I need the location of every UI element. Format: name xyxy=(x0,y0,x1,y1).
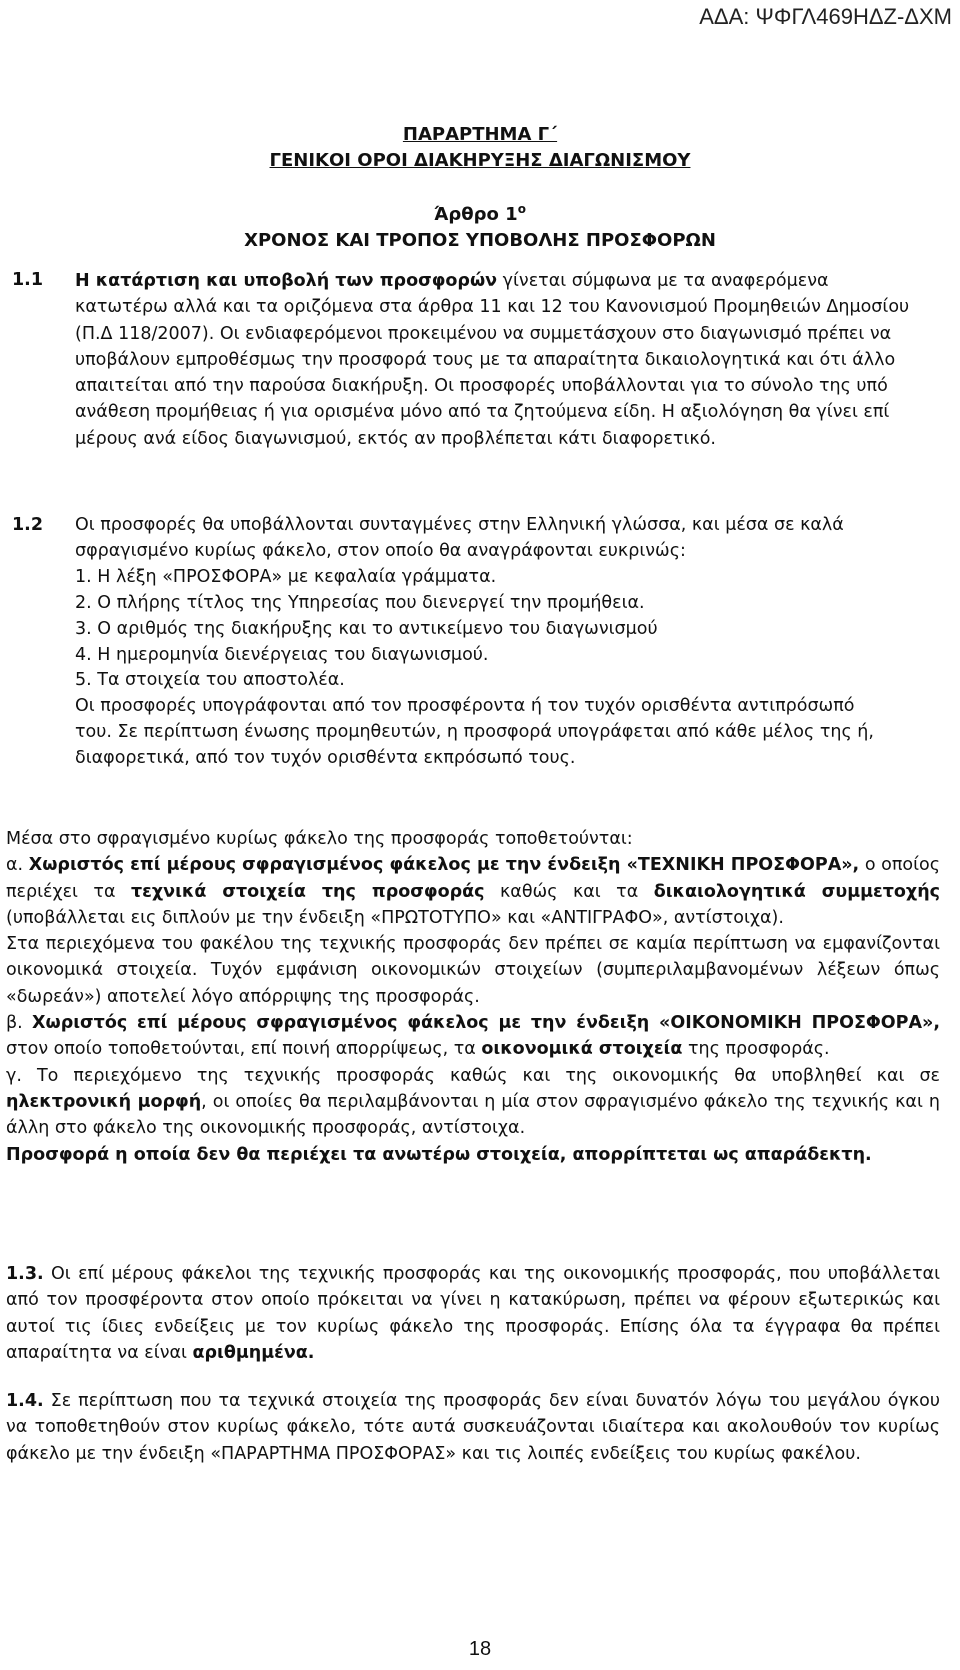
list-item: 3. Ο αριθμός της διακήρυξης και το αντικείμενο του διαγωνισμού xyxy=(75,618,658,639)
section-number: 1.2 xyxy=(12,515,44,535)
section-1-3 xyxy=(6,1261,940,1366)
article-ordinal: ο xyxy=(517,202,526,216)
section-number: 1.3. xyxy=(6,1264,44,1284)
section-1-2 xyxy=(12,513,942,772)
section-intro: Οι προσφορές θα υποβάλλονται συνταγμένες στην Ελληνική γλώσσα, και μέσα σε καλά σφραγισμένο κυρίως φάκελο, στον οποίο θα αναγράφονται ευκρινώς: xyxy=(75,515,844,561)
list-item: 2. Ο πλήρης τίτλος της Υπηρεσίας που διενεργεί την προμήθεια. xyxy=(75,592,645,613)
section-number: 1.4. xyxy=(6,1391,44,1411)
envelope-item-a-note: Στα περιεχόμενα του φακέλου της τεχνικής προσφοράς δεν πρέπει σε καμία περίπτωση να εμφανίζονται οικονομικά στοιχεία. Τυχόν εμφάνιση οικονομικών στοιχείων (συμπεριλαμβανομένων λέξεων όπως «δωρεάν») αποτελεί λόγο απόρριψης της προσφοράς. xyxy=(6,934,940,1007)
annex-heading: ΠΑΡΑΡΤΗΜΑ Γ΄ xyxy=(402,124,558,145)
section-outro: Οι προσφορές υπογράφονται από τον προσφέροντα ή τον τυχόν ορισθέντα αντιπρόσωπό του. Σε περίπτωση ένωσης προμηθευτών, η προσφορά υπογράφεται από κάθε μέλος της ή, διαφορετικά, από τον τυχόν ορισθέντα εκπρόσωπό τους. xyxy=(75,696,874,769)
article-title: ΧΡΟΝΟΣ ΚΑΙ ΤΡΟΠΟΣ ΥΠΟΒΟΛΗΣ ΠΡΟΣΦΟΡΩΝ xyxy=(244,230,716,251)
section-1-1 xyxy=(12,268,942,452)
list-item: 5. Τα στοιχεία του αποστολέα. xyxy=(75,670,345,691)
section-body xyxy=(75,268,925,452)
rejection-warning: Προσφορά η οποία δεν θα περιέχει τα ανωτέρω στοιχεία, απορρίπτεται ως απαράδεκτη. xyxy=(6,1144,872,1165)
annex-title-block xyxy=(0,122,960,174)
section-1-4 xyxy=(6,1388,940,1467)
envelope-item-b: β. Χωριστός επί μέρους σφραγισμένος φάκελος με την ένδειξη «ΟΙΚΟΝΟΜΙΚΗ ΠΡΟΣΦΟΡΑ», στον οποίο τοποθετούνται, επί ποινή απορρίψεως, τα οικονομικά στοιχεία της προσφοράς. xyxy=(6,1013,940,1060)
section-lead-bold: Η κατάρτιση και υποβολή των προσφορών xyxy=(75,271,498,291)
section-body: 1.3. Οι επί μέρους φάκελοι της τεχνικής προσφοράς και της οικονομικής προσφοράς, που υποβάλλεται από τον προσφέροντα στον οποίο πρόκειται να γίνει η κατακύρωση, πρέπει να φέρουν εξωτερικώς και αυτοί τις ίδιες ενδείξεις με τον κυρίως φάκελο της προσφοράς. Επίσης όλα τα έγγραφα θα πρέπει απαραίτητα να είναι αριθμημένα. xyxy=(6,1264,940,1363)
envelope-item-a: α. Χωριστός επί μέρους σφραγισμένος φάκελος με την ένδειξη «ΤΕΧΝΙΚΗ ΠΡΟΣΦΟΡΑ», ο οποίος περιέχει τα τεχνικά στοιχεία της προσφοράς καθώς και τα δικαιολογητικά συμμετοχής (υποβάλλεται εις διπλούν με την ένδειξη «ΠΡΩΤΟΤΥΠΟ» και «ΑΝΤΙΓΡΑΦΟ», αντίστοιχα). xyxy=(6,855,941,928)
envelope-item-c: γ. Το περιεχόμενο της τεχνικής προσφοράς καθώς και της οικονομικής θα υποβληθεί και σε ηλεκτρονική μορφή, οι οποίες θα περιλαμβάνονται η μία στον σφραγισμένο φάκελο της τεχνικής και η άλλη στο φάκελο της οικονομικής προσφοράς, αντίστοιχα. xyxy=(6,1065,940,1139)
ada-code: ΑΔΑ: ΨΦΓΛ469ΗΔΖ-ΔΧΜ xyxy=(699,4,952,29)
list-item: 4. Η ημερομηνία διενέργειας του διαγωνισμού. xyxy=(75,644,489,665)
envelope-contents xyxy=(6,826,940,1168)
article-heading: Άρθρο $1^o$ xyxy=(434,202,526,225)
section-number: 1.1 xyxy=(12,270,44,290)
annex-subtitle: ΓΕΝΙΚΟΙ ΟΡΟΙ ΔΙΑΚΗΡΥΞΗΣ ΔΙΑΓΩΝΙΣΜΟΥ xyxy=(269,150,691,171)
article-title-block xyxy=(0,196,960,254)
page-number: 18 xyxy=(468,1638,492,1660)
section-body: 1.4. Σε περίπτωση που τα τεχνικά στοιχεία της προσφοράς δεν είναι δυνατόν λόγω του μεγάλου όγκου να τοποθετηθούν στον κυρίως φάκελο, τότε αυτά συσκευάζονται ιδιαίτερα και ακολουθούν τον κυρίως φάκελο με την ένδειξη «ΠΑΡΑΡΤΗΜΑ ΠΡΟΣΦΟΡΑΣ» και τις λοιπές ενδείξεις του κυρίως φακέλου. xyxy=(6,1391,940,1464)
list-item: 1. Η λέξη «ΠΡΟΣΦΟΡΑ» με κεφαλαία γράμματα. xyxy=(75,566,497,587)
section-text: γίνεται σύμφωνα με τα αναφερόμενα κατωτέρω αλλά και τα οριζόμενα στα άρθρα 11 και 12 του Κανονισμού Προμηθειών Δημοσίου (Π.Δ 118/2007). Οι ενδιαφερόμενοι προκειμένου να συμμετάσχουν στο διαγωνισμό πρέπει να υποβάλουν εμπροθέσμως την προσφορά τους με τα απαραίτητα δικαιολογητικά και ότι άλλο απαιτείται από την παρούσα διακήρυξη. Οι προσφορές υποβάλλονται για το σύνολο της υπό ανάθεση προμήθειας ή για ορισμένα μόνο από τα ζητούμενα είδη. Η αξιολόγηση θα γίνει επί μέρους ανά είδος διαγωνισμού, εκτός αν προβλέπεται κάτι διαφορετικό. xyxy=(75,271,910,449)
section-body xyxy=(75,513,893,772)
envelope-intro: Μέσα στο σφραγισμένο κυρίως φάκελο της προσφοράς τοποθετούνται: xyxy=(6,829,633,849)
